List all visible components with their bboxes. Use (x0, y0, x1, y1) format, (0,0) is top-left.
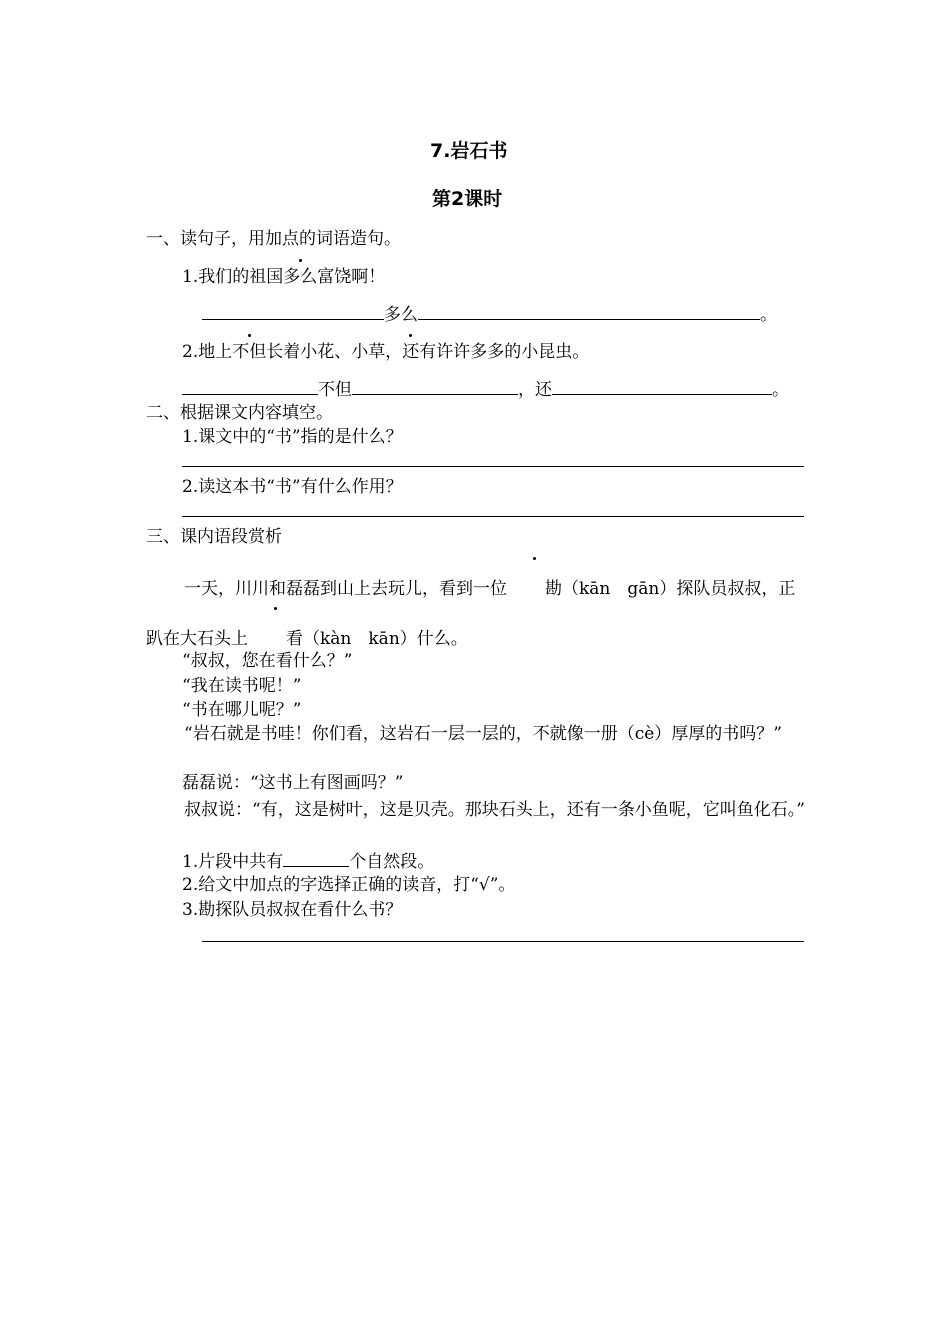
passage-paragraph-3: 磊磊说：“这书上有图画吗？” (182, 773, 404, 793)
q2-pre: 地上 (198, 342, 233, 362)
blank-field[interactable] (352, 377, 518, 395)
blank-field[interactable] (418, 302, 760, 320)
section3-q1: 1.片段中共有 个自然段。 (182, 849, 434, 873)
fill-end: 。 (772, 380, 789, 400)
section1-q1-fill (202, 302, 777, 326)
section2-q2: 2.读这本书“书”有什么作用？ (182, 477, 403, 497)
dotted-char-kan: 勘 (507, 564, 562, 614)
fill-word-2: ，还 (518, 380, 552, 400)
section1-q1 (182, 266, 385, 288)
dotted-char-kan2: 看 (248, 614, 303, 664)
q1-number: 1. (182, 267, 199, 287)
section2-q1: 1.课文中的“书”指的是什么？ (182, 427, 403, 447)
q2-dotted-word-1: 不但 (232, 342, 267, 362)
section2-heading: 二、根据课文内容填空。 (146, 403, 333, 423)
passage-paragraph-2: “岩石就是书哇！你们看，这岩石一层一层的，不就像一册（cè）厚厚的书吗？” (184, 724, 782, 744)
fill-word-1: 不但 (318, 380, 352, 400)
section3-q2: 2.给文中加点的字选择正确的读音，打“√”。 (182, 875, 516, 895)
section1-q2-fill (182, 377, 789, 401)
dialogue-line-2: “我在读书呢！” (182, 676, 302, 696)
page-title: 7.岩石书 (430, 140, 508, 162)
dialogue-line-1: “叔叔，您在看什么？” (182, 651, 353, 671)
section3-q3: 3.勘探队员叔叔在看什么书？ (182, 900, 403, 920)
passage-paragraph-1: 一天，川川和磊磊到山上去玩儿，看到一位 勘（kān gān）探队员叔叔，正趴在大石头上 看（kàn kān）什么。 (146, 564, 806, 664)
q2-post: 有许许多多的小昆虫。 (419, 342, 590, 362)
blank-field[interactable] (552, 377, 772, 395)
answer-line[interactable] (182, 516, 804, 517)
blank-field[interactable] (182, 377, 318, 395)
q1-dotted-word: 多么 (283, 267, 318, 287)
section1-q2 (182, 341, 589, 363)
blank-field[interactable] (283, 849, 349, 867)
answer-line[interactable] (202, 941, 804, 942)
page-subtitle: 第2课时 (432, 188, 503, 210)
q1-post: 富饶啊！ (317, 267, 386, 287)
dialogue-line-3: “书在哪儿呢？” (182, 700, 302, 720)
fill-end: 。 (760, 305, 777, 325)
section1-heading: 一、读句子，用加点的词语造句。 (146, 229, 401, 249)
q1-pre: 我们的祖国 (198, 267, 284, 287)
q2-number: 2. (182, 342, 199, 362)
answer-line[interactable] (182, 466, 804, 467)
q2-dotted-word-2: 还 (402, 342, 420, 362)
q2-mid: 长着小花、小草， (266, 342, 403, 362)
blank-field[interactable] (202, 302, 384, 320)
section3-heading: 三、课内语段赏析 (146, 527, 282, 547)
fill-word: 多么 (384, 305, 418, 325)
passage-paragraph-4: 叔叔说：“有，这是树叶，这是贝壳。那块石头上，还有一条小鱼呢，它叫鱼化石。” (184, 800, 805, 820)
